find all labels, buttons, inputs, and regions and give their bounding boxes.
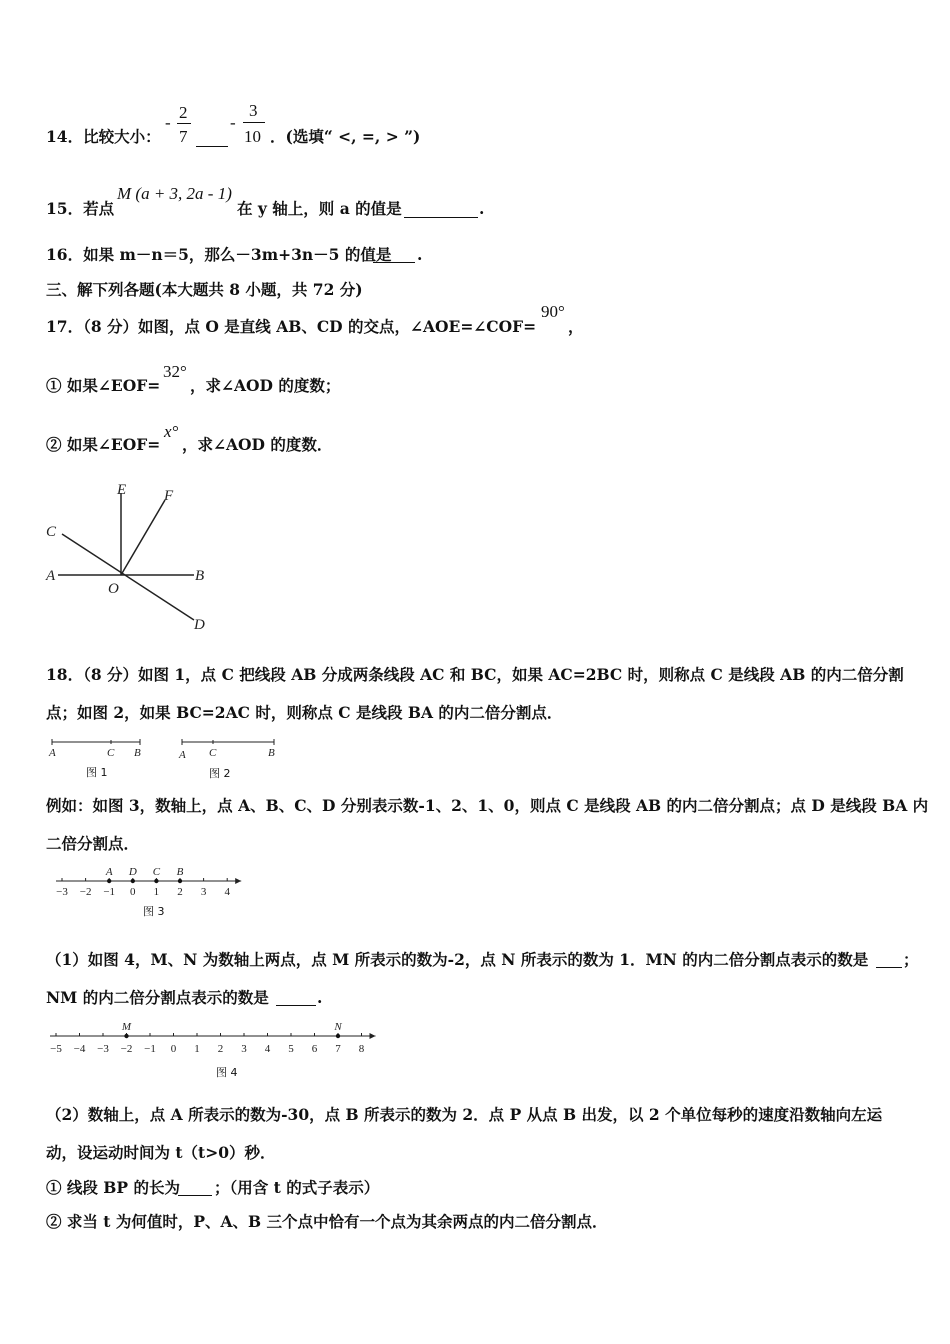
tick-label: −4 — [73, 1043, 86, 1055]
q18-part2-line1: （2）数轴上，点 A 所表示的数为-30，点 B 所表示的数为 2．点 P 从点 B 出发，以 2 个单位每秒的速度沿数轴向左运 — [46, 1105, 883, 1124]
tick-label: 3 — [200, 886, 207, 898]
q17-sub2-text: ② 如果∠EOF= — [46, 435, 161, 454]
label-c: C — [46, 524, 57, 540]
q14-frac1-bar — [177, 123, 191, 124]
fig3-caption: 图 3 — [143, 905, 165, 918]
q18-figure-1 — [44, 734, 154, 764]
q14-prefix: 14．比较大小： — [46, 127, 161, 146]
q18-figure-3-number-line — [44, 864, 254, 904]
q17-sub1-suffix: ，求∠AOD 的度数； — [190, 376, 341, 395]
tick-label: 8 — [358, 1043, 365, 1055]
point-label-d: D — [128, 866, 137, 878]
fig2-label-c: C — [209, 747, 217, 759]
q18-part1-blank-1[interactable] — [876, 953, 902, 968]
tick-label: −2 — [79, 886, 92, 898]
tick-label: 0 — [130, 886, 136, 898]
label-b: B — [195, 568, 205, 584]
tick-label: 3 — [241, 1043, 247, 1055]
q14-suffix: ．(选填“ <, =, > ”) — [270, 127, 421, 146]
q18-part1-line1-end: ； — [903, 950, 919, 969]
fig1-label-b: B — [134, 747, 141, 759]
q17-sub1-angle: 32° — [163, 362, 187, 381]
q18-part1-line2-end: . — [317, 988, 323, 1007]
q18-part2-line2: 动，设运动时间为 t（t>0）秒． — [46, 1143, 276, 1162]
point-label-b: B — [176, 866, 184, 878]
fig2-label-b: B — [268, 747, 275, 759]
q18-part2-sub1: ① 线段 BP 的长为 — [46, 1178, 180, 1197]
q17-sub2-angle: x° — [164, 422, 179, 441]
fig2-label-a: A — [179, 749, 186, 761]
label-d: D — [194, 617, 205, 633]
point-a — [107, 879, 111, 883]
section-3-heading: 三、解下列各题(本大题共 8 小题，共 72 分) — [46, 280, 363, 299]
tick-label: 1 — [153, 886, 160, 898]
q18-part2-sub2: ② 求当 t 为何值时，P、A、B 三个点中恰有一个点为其余两点的内二倍分割点． — [46, 1212, 608, 1231]
q17-angle-figure — [40, 476, 220, 636]
point-n — [336, 1034, 340, 1038]
q18-part1-line1: （1）如图 4，M、N 为数轴上两点，点 M 所表示的数为-2，点 N 所表示的数为 1．MN 的内二倍分割点表示的数是 — [46, 950, 869, 969]
q18-example-line1: 例如：如图 3，数轴上，点 A、B、C、D 分别表示数-1、2、1、0，则点 C 是线段 AB 的内二倍分割点；点 D 是线段 BA 内 — [46, 796, 929, 815]
q14-frac1-sign: - — [165, 113, 171, 132]
fig1-label-a: A — [49, 747, 56, 759]
tick-label: 2 — [177, 886, 183, 898]
tick-label: 0 — [170, 1043, 177, 1055]
q15-end: . — [479, 199, 485, 218]
q18-part1-line2: NM 的内二倍分割点表示的数是 — [46, 988, 269, 1007]
q17-sub2-suffix: ，求∠AOD 的度数． — [182, 435, 333, 454]
tick-label: −5 — [50, 1043, 62, 1055]
q18-part2-blank[interactable] — [178, 1181, 212, 1196]
q15-point-expression: M (a + 3, 2a - 1) — [117, 184, 232, 203]
fig2-caption: 图 2 — [209, 767, 231, 780]
line-cd — [62, 534, 194, 620]
point-m — [124, 1034, 128, 1038]
tick-label: 1 — [194, 1043, 200, 1055]
q17-angle: 90° — [541, 302, 565, 321]
q17-text: 17．（8 分）如图，点 O 是直线 AB、CD 的交点，∠AOE=∠COF= — [46, 317, 537, 336]
tick-label: −2 — [120, 1043, 133, 1055]
q17-sub1-text: ① 如果∠EOF= — [46, 376, 161, 395]
q16-end: . — [417, 245, 423, 264]
tick-label: −1 — [144, 1043, 156, 1055]
q14-frac2-sign: - — [230, 113, 236, 132]
point-c — [154, 879, 158, 883]
q18-line1: 18．（8 分）如图 1，点 C 把线段 AB 分成两条线段 AC 和 BC，如果 AC=2BC 时，则称点 C 是线段 AB 的内二倍分割 — [46, 665, 904, 684]
tick-label: −3 — [56, 886, 68, 898]
fig1-label-c: C — [107, 747, 115, 759]
number-line-arrow — [370, 1033, 376, 1039]
tick-label: 4 — [224, 886, 230, 898]
q16-text: 16．如果 m－n＝5，那么－3m+3n－5 的值是 — [46, 245, 392, 264]
point-label-a: A — [105, 866, 113, 878]
q18-part1-blank-2[interactable] — [276, 991, 316, 1006]
point-d — [131, 879, 135, 883]
tick-label: 6 — [311, 1043, 318, 1055]
tick-label: 2 — [217, 1043, 224, 1055]
q14-frac1-num: 2 — [179, 103, 188, 122]
q14-frac2-den: 10 — [244, 127, 261, 146]
q18-line2: 点；如图 2，如果 BC=2AC 时，则称点 C 是线段 BA 的内二倍分割点． — [46, 703, 563, 722]
q18-example-line2: 二倍分割点． — [46, 834, 140, 853]
q18-figure-4-number-line — [44, 1018, 384, 1062]
q16-answer-blank[interactable] — [373, 248, 415, 263]
fig1-caption: 图 1 — [86, 766, 108, 779]
tick-label: 4 — [264, 1043, 271, 1055]
q15-suffix: 在 y 轴上，则 a 的值是 — [237, 199, 402, 218]
q14-frac1-den: 7 — [179, 127, 188, 146]
tick-label: 5 — [288, 1043, 294, 1055]
q15-prefix: 15．若点 — [46, 199, 115, 218]
label-f: F — [164, 488, 174, 504]
number-line-arrow — [235, 878, 241, 884]
q14-frac2-bar — [243, 122, 265, 123]
q17-comma: ， — [568, 317, 584, 336]
fig4-caption: 图 4 — [216, 1066, 238, 1079]
q15-answer-blank[interactable] — [404, 203, 478, 218]
label-o: O — [108, 581, 119, 597]
tick-label: 7 — [335, 1043, 341, 1055]
tick-label: −1 — [103, 886, 116, 898]
point-b — [178, 879, 182, 883]
label-e: E — [117, 482, 127, 498]
label-a: A — [46, 568, 56, 584]
q14-answer-blank[interactable] — [196, 132, 228, 147]
q14-frac2-num: 3 — [249, 101, 258, 120]
q18-part2-sub1-end: ；（用含 t 的式子表示） — [214, 1178, 380, 1197]
point-label-n: N — [334, 1021, 342, 1033]
point-label-m: M — [121, 1021, 132, 1033]
q18-figure-2 — [174, 734, 284, 764]
ray-of — [121, 500, 165, 575]
point-label-c: C — [152, 866, 161, 878]
tick-label: −3 — [97, 1043, 109, 1055]
